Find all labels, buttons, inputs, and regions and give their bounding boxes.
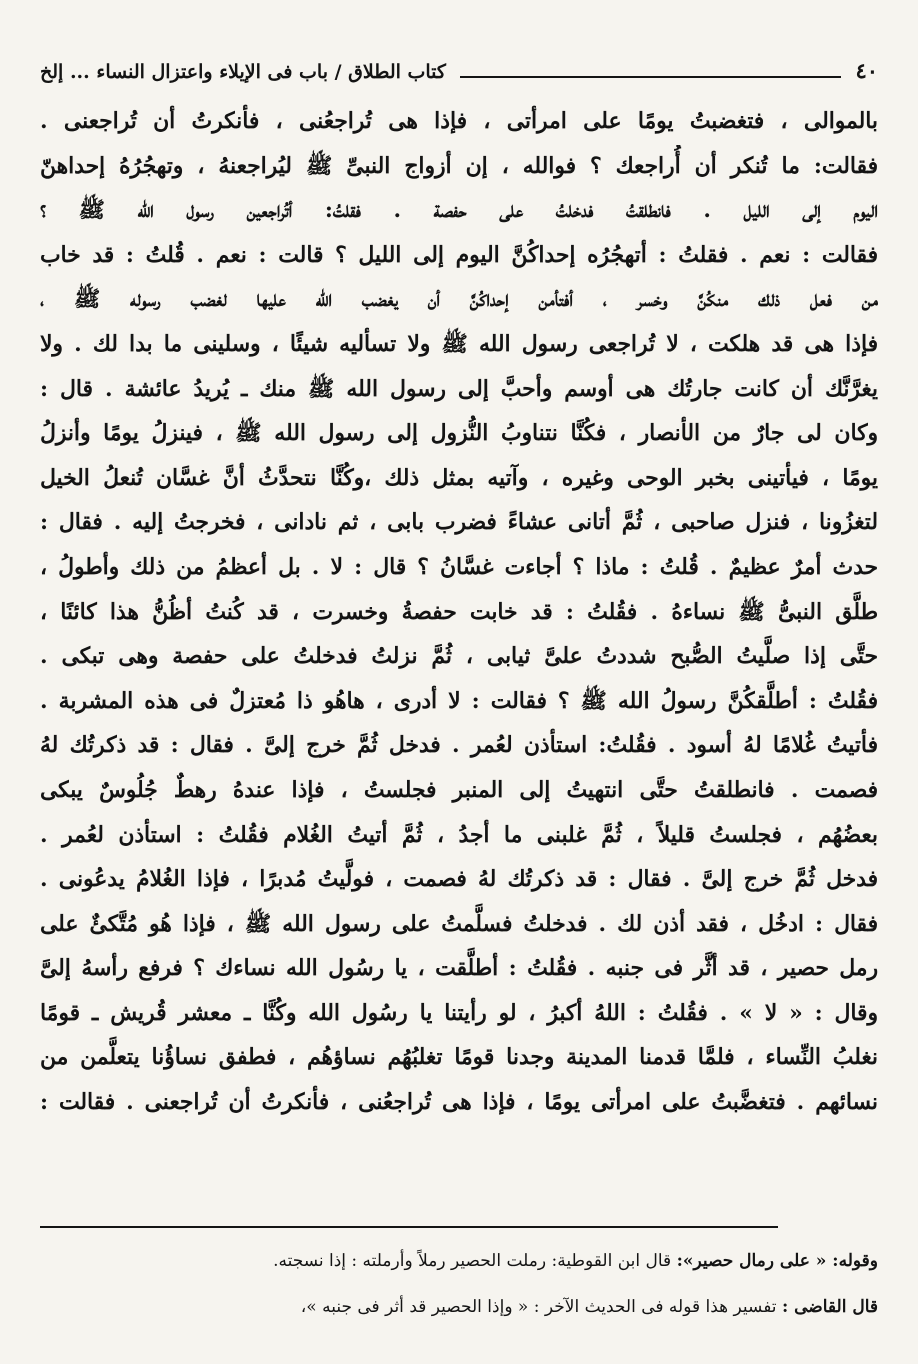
text-line: فقالت: ما تُنكر أن أُراجعك ؟ فوالله ، إن أزواج النبىِّ ﷺ ليُراجعنهُ ، وتهجُرُهُ إحداهنّ: [40, 153, 878, 179]
footnote: [40, 1284, 878, 1330]
text-line: فقُلتُ : أطلَّقكُنَّ رسولُ الله ﷺ ؟ فقالت : لا أدرى ، هاهُو ذا مُعتزلٌ فى هذه المشربة .: [40, 688, 878, 714]
text-line: فصمت . فانطلقتُ حتَّى انتهيتُ إلى المنبر فجلستُ ، فإذا عندهُ رهطٌ جُلُوسٌ يبكى: [40, 777, 878, 803]
footnote-divider: [40, 1226, 778, 1228]
text-line: من فعل ذلك منكُنَّ وخسر ، أفتأمن إحداكُنَّ أن يغضب الله عليها لغضب رسوله ﷺ ،: [40, 287, 878, 313]
footnote-text: تفسير هذا قوله فى الحديث الآخر : « وإذا الحصير قد أثر فى جنبه »،: [300, 1297, 782, 1317]
text-line: فأتيتُ غُلامًا لهُ أسود . فقُلتُ: استأذن لعُمر . فدخل ثُمَّ خرج إلىَّ . فقال : قد ذكرتُك لهُ: [40, 733, 878, 759]
main-text: [40, 100, 878, 1126]
running-head-title: كتاب الطلاق / باب فى الإيلاء واعتزال النساء ... إلخ: [40, 61, 446, 83]
text-line: حدث أمرٌ عظيمٌ . قُلتُ : ماذا ؟ أجاءت غسَّانُ ؟ قال : لا . بل أعظمُ من ذلك وأطولُ ،: [40, 554, 878, 580]
text-line: رمل حصير ، قد أثَّر فى جنبه . فقُلتُ : أطلَّقت ، يا رسُول الله نساءك ؟ فرفع رأسهُ إلىَّ: [40, 956, 878, 982]
page-number: ٤٠: [855, 58, 878, 83]
text-line: بعضُهُم ، فجلستُ قليلاً ، ثُمَّ غلبنى ما أجدُ ، ثُمَّ أتيتُ الغُلام فقُلتُ : استأذن لعُمر .: [40, 822, 878, 848]
text-line: طلَّق النبىُّ ﷺ نساءهُ . فقُلتُ : قد خابت حفصةُ وخسرت ، قد كُنتُ أظُنُّ هذا كائنًا ،: [40, 599, 878, 625]
text-line: فقالت : نعم . فقلتُ : أتهجُرُه إحداكُنَّ اليوم إلى الليل ؟ قالت : نعم . قُلتُ : قد خاب: [40, 242, 878, 268]
text-line: فقال : ادخُل ، فقد أذن لك . فدخلتُ فسلَّمتُ على رسول الله ﷺ ، فإذا هُو مُتَّكئٌ على: [40, 911, 878, 937]
text-line: نسائهم . فتغضَّبتُ على امرأتى يومًا ، فإذا هى تُراجعُنى ، فأنكرتُ أن تُراجعنى . فقالت :: [40, 1090, 878, 1116]
text-line: فإذا هى قد هلكت ، لا تُراجعى رسول الله ﷺ ولا تسأليه شيئًا ، وسلينى ما بدا لك . ولا: [40, 331, 878, 357]
header-rule: [460, 76, 841, 78]
footnotes: [40, 1238, 878, 1330]
footnote-lead: وقوله: « على رمال حصير»:: [676, 1251, 878, 1271]
text-line: وقال : « لا » . فقُلتُ : اللهُ أكبرُ ، لو رأيتنا يا رسُول الله وكُنَّا ـ معشر قُريش ـ قومًا: [40, 1000, 878, 1026]
footnote: [40, 1238, 878, 1284]
footnote-text: قال ابن القوطية: رملت الحصير رملاً وأرملته : إذا نسجته.: [273, 1251, 677, 1271]
running-head: [40, 58, 878, 94]
text-line: يومًا ، فيأتينى بخبر الوحى وغيره ، وآتيه بمثل ذلك ،وكُنَّا نتحدَّثُ أنَّ غسَّان تُنعلُ الخيل: [40, 465, 878, 491]
text-line: بالموالى ، فتغضبتُ يومًا على امرأتى ، فإذا هى تُراجعُنى ، فأنكرتُ أن تُراجعنى .: [40, 109, 878, 134]
text-line: لتغزُونا ، فنزل صاحبى ، ثُمَّ أتانى عشاءً فضرب بابى ، ثم نادانى ، فخرجتُ إليه . فقال :: [40, 510, 878, 536]
text-line: فدخل ثُمَّ خرج إلىَّ . فقال : قد ذكرتُك لهُ فصمت ، فولَّيتُ مُدبرًا ، فإذا الغُلامُ يدعُونى .: [40, 867, 878, 893]
text-line: حتَّى إذا صلَّيتُ الصُّبح شددتُ علىَّ ثيابى ، ثُمَّ نزلتُ فدخلتُ على حفصة وهى تبكى .: [40, 644, 878, 670]
text-line: وكان لى جارٌ من الأنصار ، فكُنَّا نتناوبُ النُّزول إلى رسول الله ﷺ ، فينزلُ يومًا وأنزلُ: [40, 421, 878, 447]
text-line: اليوم إلى الليل . فانطلقتُ فدخلتُ على حفصة . فقلتُ: أتُراجعين رسول الله ﷺ ؟: [40, 198, 878, 224]
footnote-lead: قال القاضى :: [781, 1297, 878, 1317]
text-line: نغلبُ النِّساء ، فلمَّا قدمنا المدينة وجدنا قومًا تغلبُهُم نساؤهُم ، فطفق نساؤُنا يتعلَّمن من: [40, 1045, 878, 1071]
text-line: يغرَّنَّك أن كانت جارتُك هى أوسم وأحبَّ إلى رسول الله ﷺ منك ـ يُريدُ عائشة . قال :: [40, 376, 878, 402]
